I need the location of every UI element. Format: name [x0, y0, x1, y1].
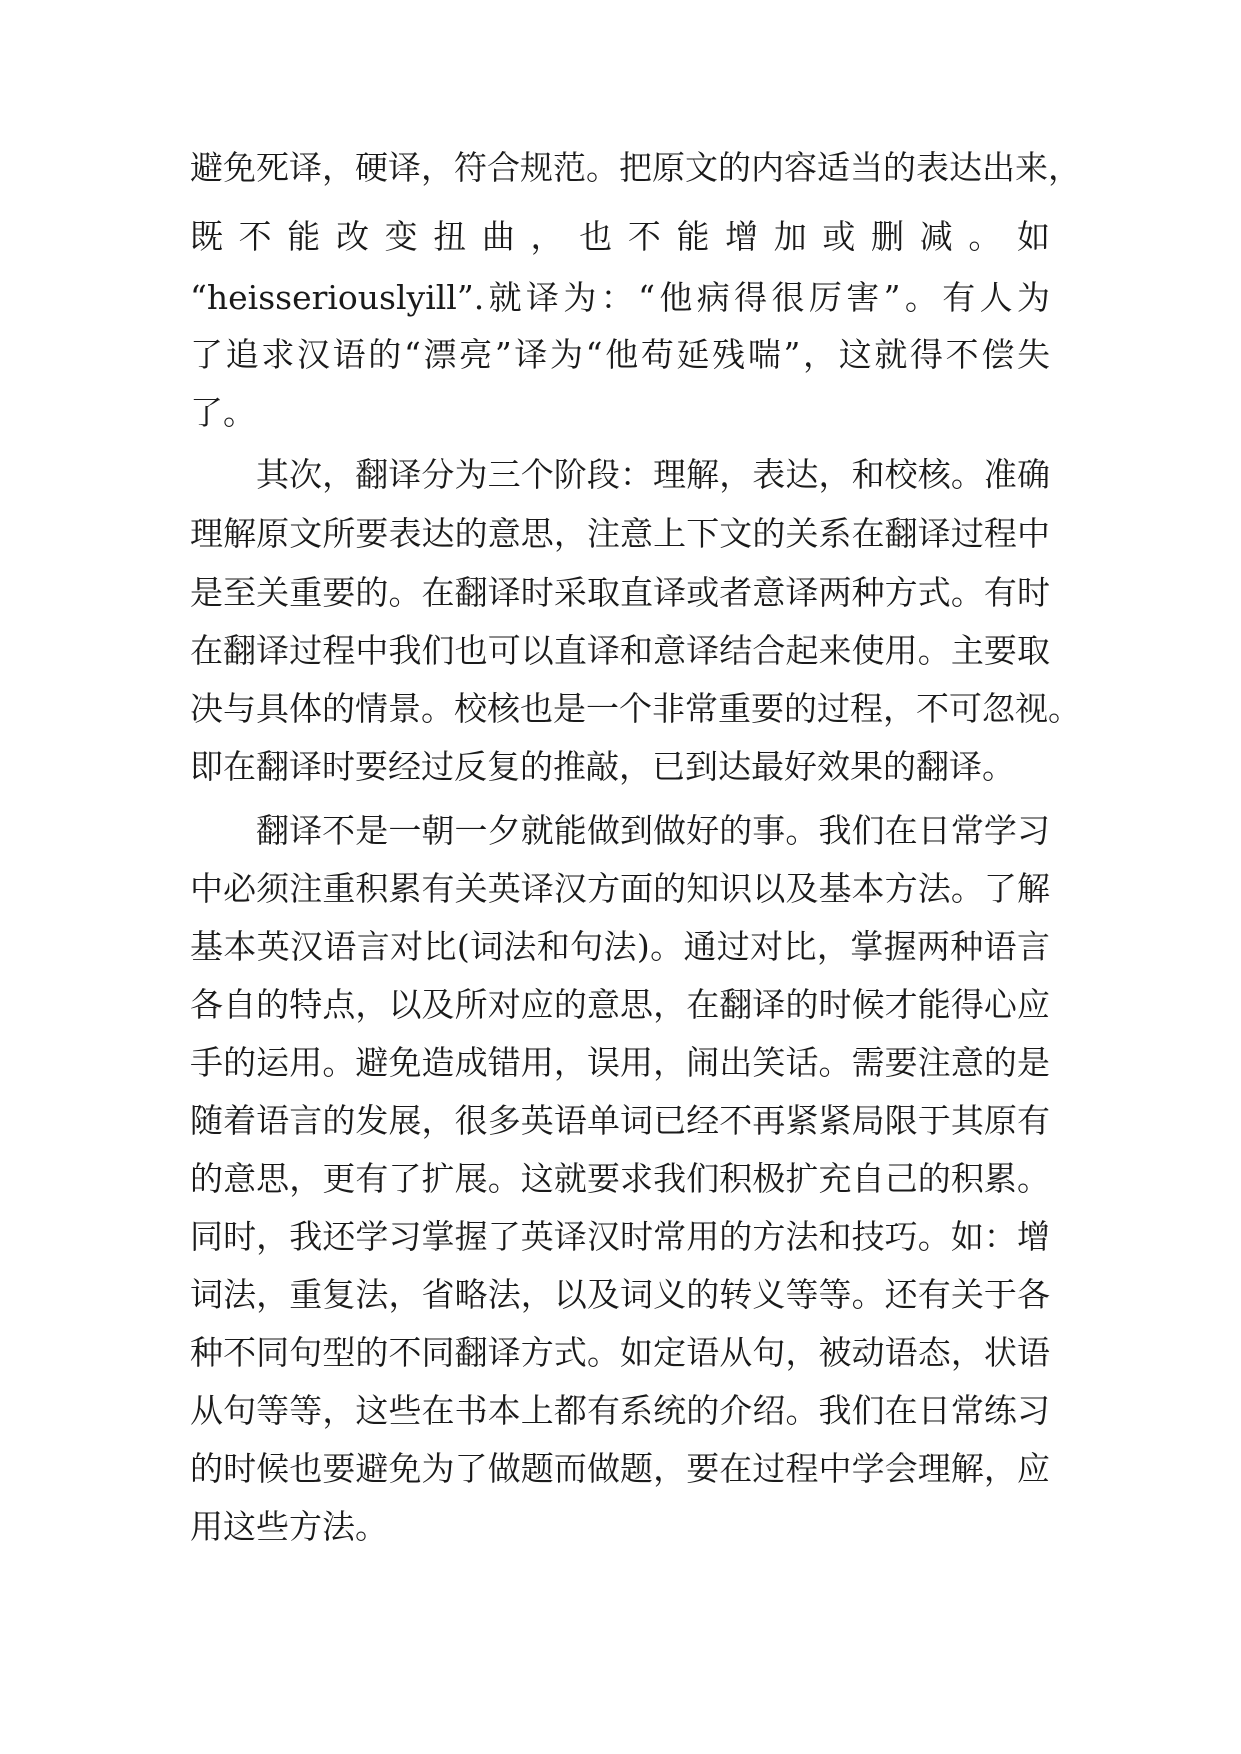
body-line: 用这些方法。 [190, 1507, 388, 1546]
body-line: 手的运用。避免造成错用，误用，闹出笑话。需要注意的是 [190, 1043, 1050, 1082]
body-line: 是至关重要的。在翻译时采取直译或者意译两种方式。有时 [190, 573, 1050, 612]
body-line: 在翻译过程中我们也可以直译和意译结合起来使用。主要取 [190, 631, 1050, 670]
body-line: 同时，我还学习掌握了英译汉时常用的方法和技巧。如：增 [190, 1217, 1050, 1256]
body-line: 理解原文所要表达的意思，注意上下文的关系在翻译过程中 [190, 514, 1050, 553]
body-line: 从句等等，这些在书本上都有系统的介绍。我们在日常练习 [190, 1391, 1050, 1430]
body-line: 的时候也要避免为了做题而做题，要在过程中学会理解，应 [190, 1449, 1050, 1488]
body-line: 词法，重复法，省略法，以及词义的转义等等。还有关于各 [190, 1275, 1050, 1314]
body-line: 避免死译，硬译，符合规范。把原文的内容适当的表达出来， [190, 148, 1081, 187]
body-line: 了。 [190, 393, 256, 432]
body-line: 即在翻译时要经过反复的推敲，已到达最好效果的翻译。 [190, 747, 1015, 786]
paragraph-first-line: 其次，翻译分为三个阶段：理解，表达，和校核。准确 [256, 455, 1050, 494]
body-line: 决与具体的情景。校核也是一个非常重要的过程，不可忽视。 [190, 689, 1081, 728]
body-line: 各自的特点，以及所对应的意思，在翻译的时候才能得心应 [190, 985, 1050, 1024]
body-line: 基本英汉语言对比(词法和句法)。通过对比，掌握两种语言 [190, 927, 1050, 966]
paragraph-first-line: 翻译不是一朝一夕就能做到做好的事。我们在日常学习 [256, 811, 1050, 850]
body-line: “heisseriouslyill”.就译为：“他病得很厉害”。有人为 [190, 278, 1050, 317]
body-line: 随着语言的发展，很多英语单词已经不再紧紧局限于其原有 [190, 1101, 1050, 1140]
body-line: 既 不 能 改 变 扭 曲 ， 也 不 能 增 加 或 删 减 。 如 [190, 217, 1050, 256]
body-line: 中必须注重积累有关英译汉方面的知识以及基本方法。了解 [190, 869, 1050, 908]
body-line: 种不同句型的不同翻译方式。如定语从句，被动语态，状语 [190, 1333, 1050, 1372]
body-line: 的意思，更有了扩展。这就要求我们积极扩充自己的积累。 [190, 1159, 1050, 1198]
body-line: 了追求汉语的“漂亮”译为“他苟延残喘”，这就得不偿失 [190, 335, 1050, 374]
